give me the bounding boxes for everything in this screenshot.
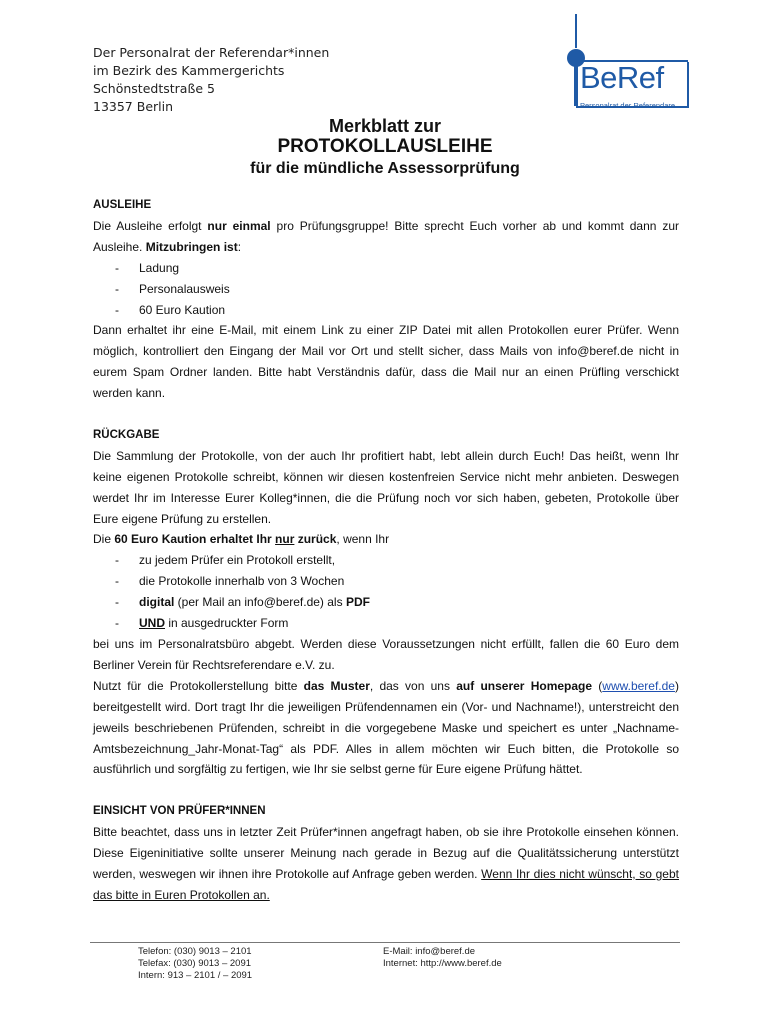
list-item: - 60 Euro Kaution bbox=[93, 300, 679, 321]
footer-contact-block bbox=[383, 946, 502, 970]
title-line-2: PROTOKOLLAUSLEIHE bbox=[277, 136, 493, 157]
rueckgabe-paragraph-3: bei uns im Personalratsbüro abgebt. Werden diese Voraussetzungen nicht erfüllt, fallen die 60 Euro dem Berliner Verein für Rechtsreferendare e.V. zu. bbox=[93, 637, 679, 672]
footer-intern: Intern: 913 – 2101 / – 2091 bbox=[138, 970, 253, 981]
logo-wordmark: BeRef bbox=[580, 60, 664, 95]
homepage-link[interactable]: www.beref.de bbox=[602, 678, 675, 693]
ausleihe-paragraph-2: Dann erhaltet ihr eine E-Mail, mit einem Link zu einer ZIP Datei mit allen Protokollen eurer Prüfer. Wenn möglich, kontrolliert den Eingang der Mail vor Ort und stellt sicher, dass Mails von info@beref.de nicht in eurem Spam Ordner landen. Bitte habt Verständnis dafür, dass die Mail nur an einen Prüfling verschickt werden kann. bbox=[93, 323, 679, 401]
sender-line: 13357 Berlin bbox=[93, 99, 174, 114]
rueckgabe-conditions-list bbox=[93, 550, 679, 634]
document-body bbox=[93, 195, 679, 906]
section-heading-rueckgabe: RÜCKGABE bbox=[93, 428, 160, 441]
ausleihe-requirements-list bbox=[93, 258, 679, 321]
footer-divider bbox=[90, 942, 680, 943]
ausleihe-paragraph-1: Die Ausleihe erfolgt nur einmal pro Prüfungsgruppe! Bitte sprecht Euch vorher ab und kommt dann zur Ausleihe. Mitzubringen ist: bbox=[93, 218, 679, 254]
list-item: - die Protokolle innerhalb von 3 Wochen bbox=[93, 571, 679, 592]
einsicht-paragraph: Bitte beachtet, dass uns in letzter Zeit Prüfer*innen angefragt haben, ob sie ihre Protokolle einsehen können. Diese Eigeninitiative sollte unserer Meinung nach gerade in Bezug auf die Qualitätssicherung unterstützt werden, weswegen wir ihnen ihre Protokolle auf Anfrage geben werden. Wenn Ihr dies nicht wünscht, so gebt das bitte in Euren Protokollen an. bbox=[93, 825, 679, 902]
list-item: - zu jedem Prüfer ein Protokoll erstellt, bbox=[93, 550, 679, 571]
sender-line: Der Personalrat der Referendar*innen bbox=[93, 45, 330, 60]
title-line-1: Merkblatt zur bbox=[328, 116, 442, 136]
list-item: - Personalausweis bbox=[93, 279, 679, 300]
sender-line: im Bezirk des Kammergerichts bbox=[93, 63, 285, 78]
sender-line: Schönstedtstraße 5 bbox=[93, 81, 215, 96]
footer-internet: Internet: http://www.beref.de bbox=[383, 958, 502, 969]
list-item: - UND in ausgedruckter Form bbox=[93, 613, 679, 634]
section-heading-einsicht: EINSICHT VON PRÜFER*INNEN bbox=[93, 805, 266, 818]
sender-address bbox=[93, 44, 329, 116]
section-heading-ausleihe: AUSLEIHE bbox=[93, 199, 152, 211]
list-item: - Ladung bbox=[93, 258, 679, 279]
list-item: - digital (per Mail an info@beref.de) als PDF bbox=[93, 592, 679, 613]
footer-phone-block bbox=[138, 946, 252, 982]
rueckgabe-paragraph-1: Die Sammlung der Protokolle, von der auch Ihr profitiert habt, lebt allein durch Euch! Das heißt, wenn Ihr keine eigenen Protokolle schreibt, können wir diesen kostenfreien Service nicht mehr anbieten. Deswegen werdet Ihr im Interesse Eurer Kolleg*innen, die die Prüfung noch vor sich haben, gebeten, Protokolle über Eure eigene Prüfung zu erstellen. bbox=[93, 448, 679, 526]
logo-subtitle: Personalrat der Referendare bbox=[580, 101, 676, 110]
rueckgabe-paragraph-2: Die 60 Euro Kaution erhaltet Ihr nur zurück, wenn Ihr bbox=[93, 532, 390, 547]
footer-email: E-Mail: info@beref.de bbox=[383, 946, 476, 957]
footer-fax: Telefax: (030) 9013 – 2091 bbox=[138, 958, 252, 969]
footer-phone: Telefon: (030) 9013 – 2101 bbox=[138, 946, 252, 957]
title-line-3: für die mündliche Assessorprüfung bbox=[250, 160, 520, 177]
rueckgabe-paragraph-4: Nutzt für die Protokollerstellung bitte das Muster, das von uns auf unserer Homepage (www.beref.de) bereitgestellt wird. Dort tragt Ihr die jeweiligen Prüfendennamen ein (Vor- und Nachname!), unterstreicht den jeweils beschriebenen Prüfenden, schreibt in die vorgegebene Maske und speichert es unter „Nachname-Amtsbezeichnung_Jahr-Monat-Tag“ als PDF. Alles in allem möchten wir Euch bitten, die Protokolle so ausführlich und sorgfältig zu fertigen, wie Ihr sie selbst gerne für Eure eigene Prüfung hättet. bbox=[93, 678, 679, 777]
